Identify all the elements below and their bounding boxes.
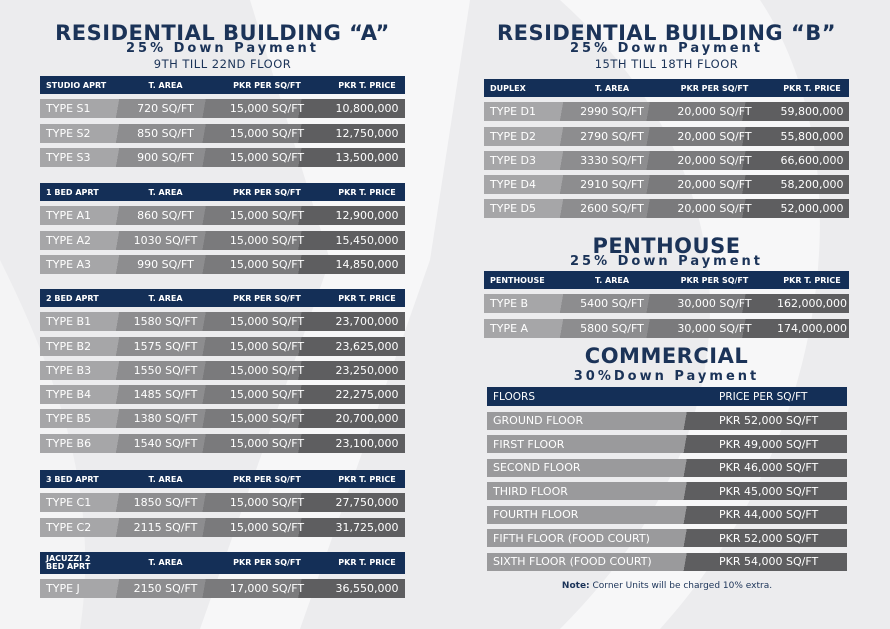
table-cell: 36,550,000 [335,582,399,596]
table-cell: SECOND FLOOR [493,461,581,474]
table-cell: PKR 54,000 SQ/FT [719,555,819,568]
table-cell: 59,800,000 [780,105,844,119]
column-header: PKR T. PRICE [338,474,396,484]
table-cell: 14,850,000 [335,257,399,271]
table-header [40,470,405,488]
table-cell: TYPE A3 [46,257,92,271]
table-row [40,361,405,380]
table-cell: 20,700,000 [335,412,399,426]
table-cell: PKR 45,000 SQ/FT [719,484,819,498]
table-cell: 850 SQ/FT [137,126,194,140]
building-a-floors: 9TH TILL 22ND FLOOR [153,57,292,71]
building-a-payment: 25% Down Payment [125,41,319,56]
table-cell: TYPE B3 [46,363,92,377]
table-cell: 23,625,000 [335,339,399,353]
note-label: Note: [561,581,590,591]
table-cell: 2910 SQ/FT [580,178,644,192]
note-text: Corner Units will be charged 10% extra. [589,581,773,591]
table-cell: TYPE D5 [490,202,536,216]
commercial-table [487,387,847,571]
table-cell: 20,000 SQ/FT [677,153,752,167]
commercial-title: COMMERCIAL [584,344,749,368]
penthouse-title: PENTHOUSE [592,234,741,258]
building-a-title: RESIDENTIAL BUILDING “A” [55,21,390,45]
table-cell: 23,250,000 [335,363,399,377]
building-b-floors: 15TH TILL 18TH FLOOR [594,57,739,71]
table-cell: 1580 SQ/FT [133,315,198,329]
table-cell: 55,800,000 [780,129,844,143]
table-cell: PKR 46,000 SQ/FT [719,461,819,474]
table-cell: TYPE C2 [46,520,92,534]
building-b-title: RESIDENTIAL BUILDING “B” [496,21,837,45]
table-cell: 990 SQ/FT [137,257,194,271]
table-cell: 860 SQ/FT [137,209,194,223]
column-header: DUPLEX [490,83,526,93]
table-cell: 23,700,000 [335,315,399,329]
table-row [484,127,849,146]
table-cell: 10,800,000 [335,102,399,116]
table-cell: TYPE B1 [46,315,92,329]
table-row [484,319,849,338]
table-row [40,99,405,118]
table-row [40,255,405,274]
table-header [40,76,405,94]
table-cell: 52,000,000 [780,202,844,216]
table-row [484,199,849,218]
column-header: PKR PER SQ/FT [233,293,301,303]
table-row [40,434,405,453]
corner-units-note [487,581,847,591]
table-cell: 3330 SQ/FT [580,153,644,167]
table-cell: 1575 SQ/FT [133,339,198,353]
table-cell: 30,000 SQ/FT [677,321,752,335]
table-cell: PKR 44,000 SQ/FT [719,508,819,521]
table-row [487,529,847,547]
table-cell: 13,500,000 [335,150,399,164]
table-cell: 20,000 SQ/FT [677,178,752,192]
table-cell: TYPE A2 [46,233,92,247]
table-cell: TYPE S3 [46,150,91,164]
table-cell: 15,000 SQ/FT [229,315,305,329]
table-row [487,435,847,453]
column-header: PKR T. PRICE [338,80,396,90]
table-cell: FIFTH FLOOR (FOOD COURT) [493,531,650,545]
table-header [484,79,849,97]
table-row [487,412,847,430]
table-cell: 66,600,000 [780,153,844,167]
table-header [40,552,405,574]
table-header [487,387,847,406]
two-bed-table [40,289,405,453]
column-header: PKR PER SQ/FT [233,187,301,197]
duplex-table [484,79,849,218]
table-row [487,506,847,524]
table-cell: PKR 52,000 SQ/FT [719,414,819,427]
table-cell: 15,000 SQ/FT [229,150,305,164]
table-cell: 1380 SQ/FT [133,412,198,426]
table-cell: 1850 SQ/FT [133,496,198,510]
table-cell: TYPE B5 [46,412,92,426]
studio-table [40,76,405,167]
column-header: STUDIO APRT [46,80,107,90]
table-cell: TYPE B [490,297,529,311]
table-row [484,151,849,170]
column-header: T. AREA [594,83,630,93]
table-cell: TYPE D1 [490,105,536,119]
table-cell: 1485 SQ/FT [133,388,198,402]
table-header [40,183,405,201]
column-header: PRICE PER SQ/FT [719,390,808,403]
table-cell: 20,000 SQ/FT [677,129,752,143]
table-cell: 15,000 SQ/FT [229,496,305,510]
table-cell: 15,000 SQ/FT [229,126,305,140]
column-header: JACUZZI 2 BED APRT [46,554,91,571]
table-cell: 5800 SQ/FT [580,321,644,335]
table-cell: TYPE D2 [490,129,536,143]
table-cell: 15,450,000 [335,233,399,247]
table-cell: 12,750,000 [335,126,399,140]
table-cell: TYPE B4 [46,388,92,402]
table-cell: 22,275,000 [335,388,399,402]
column-header: 2 BED APRT [46,293,99,303]
table-cell: 5400 SQ/FT [580,297,644,311]
table-cell: TYPE B2 [46,339,92,353]
table-cell: TYPE D4 [490,178,536,192]
table-cell: 1030 SQ/FT [133,233,198,247]
table-row [40,206,405,225]
table-cell: 15,000 SQ/FT [229,436,305,450]
column-header: PKR T. PRICE [783,275,841,285]
table-cell: 30,000 SQ/FT [677,297,752,311]
building-b-payment: 25% Down Payment [569,41,763,56]
table-cell: 2150 SQ/FT [133,582,198,596]
table-row [484,175,849,194]
table-cell: 1550 SQ/FT [133,363,198,377]
table-cell: 15,000 SQ/FT [229,363,305,377]
jacuzzi-table [40,552,405,598]
column-header: T. AREA [594,275,630,285]
table-cell: 20,000 SQ/FT [677,105,752,119]
table-cell: 20,000 SQ/FT [677,202,752,216]
column-header: T. AREA [148,293,183,303]
table-cell: TYPE S1 [46,102,91,116]
column-header: PKR PER SQ/FT [233,558,301,567]
table-row [40,337,405,356]
table-row [40,312,405,331]
table-row [484,294,849,313]
table-cell: 2600 SQ/FT [580,202,644,216]
column-header: PKR T. PRICE [338,558,396,567]
column-header: PKR PER SQ/FT [233,80,301,90]
table-cell: 2790 SQ/FT [580,129,644,143]
table-cell: 174,000,000 [777,321,847,335]
table-cell: 2990 SQ/FT [580,105,644,119]
table-cell: 15,000 SQ/FT [229,388,305,402]
column-header: PENTHOUSE [490,275,545,285]
table-cell: 15,000 SQ/FT [229,233,305,247]
table-header [40,289,405,307]
table-cell: GROUND FLOOR [493,414,584,427]
column-header: PKR PER SQ/FT [680,83,749,93]
column-header: T. AREA [148,474,183,484]
table-cell: 27,750,000 [335,496,399,510]
column-header: T. AREA [148,187,183,197]
table-cell: 15,000 SQ/FT [229,520,305,534]
table-row [487,459,847,477]
table-cell: TYPE A [490,321,529,335]
table-cell: FIRST FLOOR [493,437,565,451]
table-cell: TYPE S2 [46,126,91,140]
column-header: PKR PER SQ/FT [680,275,749,285]
table-row [487,482,847,500]
column-header: T. AREA [148,558,183,567]
table-row [40,493,405,512]
table-cell: 31,725,000 [335,520,399,534]
commercial-payment: 30%Down Payment [573,369,760,384]
table-row [40,409,405,428]
table-row [40,124,405,143]
one-bed-table [40,183,405,274]
table-cell: PKR 52,000 SQ/FT [719,531,819,545]
table-header [484,271,849,289]
table-cell: 12,900,000 [335,209,399,223]
table-cell: THIRD FLOOR [493,484,568,498]
table-cell: TYPE C1 [46,496,92,510]
table-cell: PKR 49,000 SQ/FT [719,437,819,451]
column-header: PKR T. PRICE [783,83,841,93]
table-cell: 2115 SQ/FT [133,520,198,534]
table-cell: SIXTH FLOOR (FOOD COURT) [493,555,652,568]
column-header: T. AREA [148,80,183,90]
table-cell: 15,000 SQ/FT [229,257,305,271]
table-cell: TYPE A1 [46,209,92,223]
table-row [40,579,405,598]
table-cell: 58,200,000 [780,178,844,192]
table-cell: 15,000 SQ/FT [229,209,305,223]
table-cell: 17,000 SQ/FT [229,582,305,596]
three-bed-table [40,470,405,537]
table-row [40,148,405,167]
table-row [40,518,405,537]
column-header: PKR PER SQ/FT [233,474,301,484]
column-header: 1 BED APRT [46,187,99,197]
penthouse-table [484,271,849,338]
penthouse-payment: 25% Down Payment [569,254,763,269]
column-header: PKR T. PRICE [338,293,396,303]
table-cell: TYPE D3 [490,153,536,167]
table-cell: 1540 SQ/FT [133,436,198,450]
table-row [484,102,849,121]
table-cell: 15,000 SQ/FT [229,412,305,426]
table-cell: 23,100,000 [335,436,399,450]
table-cell: 15,000 SQ/FT [229,102,305,116]
table-row [40,231,405,250]
table-row [40,385,405,404]
column-header: 3 BED APRT [46,474,99,484]
column-header: PKR T. PRICE [338,187,396,197]
table-cell: 15,000 SQ/FT [229,339,305,353]
table-cell: 900 SQ/FT [137,150,194,164]
table-cell: FOURTH FLOOR [493,508,579,521]
table-row [487,553,847,571]
table-cell: 162,000,000 [777,297,847,311]
table-cell: 720 SQ/FT [137,102,194,116]
table-cell: TYPE J [46,582,80,596]
column-header: FLOORS [493,390,536,403]
table-cell: TYPE B6 [46,436,92,450]
